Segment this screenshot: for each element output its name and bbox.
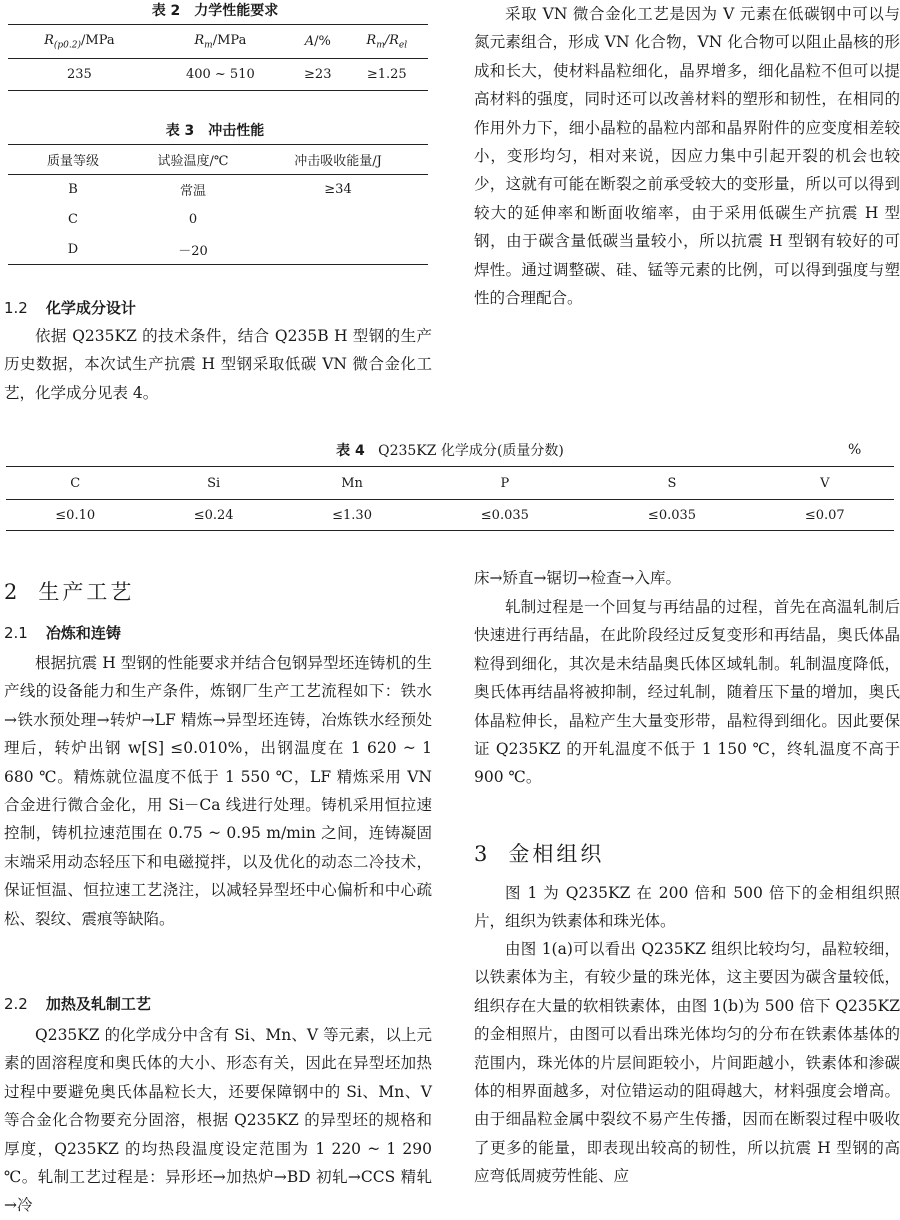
section-2-1-paragraph: 根据抗震 H 型钢的性能要求并结合包钢异型坯连铸机的生产线的设备能力和生产条件，炼钢厂生产工艺流程如下：铁水→铁水预处理→转炉→LF 精炼→异型坯连铸，冶炼铁水经预处理后，转炉出钢 w[S] ≤0.010%，出钢温度在 1 620 ~ 1 680 ℃。精炼就位温度不低于 1 550 ℃，LF 精炼采用 VN 合金进行微合金化，用 Si－Ca 线进行处理。铸机采用恒拉速控制，铸机拉速范围在 0.75 ~ 0.95 m/min 之间，连铸凝固末端采用动态轻压下和电磁搅拌，以及优化的动态二冷技术，保证恒温、恒拉速工艺浇注，以减轻异型坯中心偏析和中心疏松、裂纹、震痕等缺陷。 (4, 654, 432, 928)
section-title: 生产工艺 (38, 580, 135, 604)
table3-cell: 0 (188, 212, 198, 227)
table3-header: 试验温度/℃ (157, 154, 229, 169)
section-3-paragraph-1: 图 1 为 Q235KZ 在 200 倍和 500 倍下的金相组织照片，组织为铁素体和珠光体。 (474, 884, 900, 931)
section-3-paragraph-2: 由图 1(a)可以看出 Q235KZ 组织比较均匀，晶粒较细，以铁素体为主，有较少量的珠光体，这主要因为碳含量较低，组织存在大量的软相铁素体，由图 1(b)为 500 倍下 Q235KZ 的金相照片，由图可以看出珠光体均匀的分布在铁素体基体的范围内，珠光体的片层间距较小，片间距越小，铁素体和渗碳体的相界面越多，对位错运动的阻碍越大，材料强度会增高。由于细晶粒金属中裂纹不易产生传播，因而在断裂过程中吸收了更多的能量，即表现出较高的韧性，所以抗震 H 型钢的高应弯低周疲劳性能、应 (474, 940, 900, 1186)
table2-header-a: A/% (304, 34, 331, 49)
table2-cell: 400 ~ 510 (185, 67, 255, 82)
table4-unit: % (848, 442, 862, 458)
section-2-heading (4, 576, 134, 606)
table2-cell: 235 (66, 67, 92, 82)
table3-caption: 表 3 冲击性能 (165, 123, 265, 139)
table3-cell: D (67, 241, 79, 257)
table2-header-ratio: $R_m/R_{el}$ (366, 32, 408, 51)
table4-header: Si (207, 475, 221, 491)
table4-header: Mn (341, 475, 363, 491)
table4-cell: ≤0.10 (55, 507, 96, 523)
section-title: 化学成分设计 (45, 299, 136, 317)
table4-cell: ≤0.24 (193, 507, 234, 523)
table4-cell: ≤0.07 (804, 507, 845, 523)
table2 (8, 24, 428, 91)
table3-cell: 常温 (179, 184, 206, 200)
table2-header-rm: $R_m$/MPa (194, 32, 247, 51)
section-3-heading (474, 838, 604, 868)
table4-cell: ≤0.035 (480, 507, 529, 523)
section-2-2-heading (4, 993, 151, 1014)
table4-header: P (500, 475, 510, 491)
section-1-2-heading (4, 297, 136, 318)
table2-header-rp02: $R_{(p0.2)}$/MPa (44, 32, 115, 51)
section-2-2-paragraph: Q235KZ 的化学成分中含有 Si、Mn、V 等元素，以上元素的固溶程度和奥氏体的大小、形态有关，因此在异型坯加热过程中要避免奥氏体晶粒长大，还要保障钢中的 Si、Mn、V 等合金化合物要充分固溶，根据 Q235KZ 的异型坯的规格和厚度，Q235KZ 的均热段温度设定范围为 1 220 ~ 1 290 ℃。轧制工艺过程是：异形坯→加热炉→BD 初轧→CCS 精轧→冷 (4, 1026, 432, 1215)
section-number: 2 (4, 580, 21, 604)
table2-cell: ≥1.25 (366, 67, 407, 82)
rolling-process-paragraph: 轧制过程是一个回复与再结晶的过程，首先在高温轧制后快速进行再结晶，在此阶段经过反复变形和再结晶，奥氏体晶粒得到细化，其次是未结晶奥氏体区域轧制。轧制温度降低，奥氏体再结晶将被抑制，经过轧制，随着压下量的增加，奥氏体晶粒伸长，晶粒产生大量变形带，晶粒得到细化。因此要保证 Q235KZ 的开轧温度不低于 1 150 ℃，终轧温度不高于 900 ℃。 (474, 598, 900, 787)
table4-caption-note: (质量分数) (496, 443, 564, 459)
table4-caption-num: 表 4 (336, 443, 365, 459)
table3-cell: －20 (178, 243, 208, 259)
section-title: 加热及轧制工艺 (45, 995, 151, 1013)
table2-cell: ≥23 (304, 67, 332, 82)
section-1-2-paragraph: 依据 Q235KZ 的技术条件，结合 Q235B H 型钢的生产历史数据，本次试生产抗震 H 型钢采取低碳 VN 微合金化工艺，化学成分见表 4。 (4, 327, 432, 402)
table4-header: C (70, 475, 81, 491)
table3 (8, 144, 428, 265)
table4-caption (0, 440, 900, 460)
table3-cell: ≥34 (324, 182, 352, 198)
table4-header: V (820, 475, 830, 491)
table2-caption: 表 2 力学性能要求 (151, 3, 279, 19)
table3-cell: C (68, 212, 78, 227)
table3-cell (248, 235, 428, 265)
table3-cell (248, 205, 428, 235)
section-2-1-heading (4, 622, 121, 643)
section-title: 冶炼和连铸 (45, 624, 121, 642)
section-number: 2.2 (4, 995, 28, 1013)
table4-cell: ≤1.30 (332, 507, 372, 523)
table3-header: 冲击吸收能量/J (294, 154, 382, 169)
section-number: 2.1 (4, 624, 28, 642)
section-number: 1.2 (4, 299, 28, 317)
process-continuation: 床→矫直→锯切→检查→入库。 (474, 569, 681, 587)
vn-microalloying-paragraph: 采取 VN 微合金化工艺是因为 V 元素在低碳钢中可以与氮元素组合，形成 VN 化合物，VN 化合物可以阻止晶核的形成和长大，使材料晶粒细化，晶界增多，细化晶粒不但可以提高材料的强度，同时还可以改善材料的塑形和韧性，在相同的作用外力下，细小晶粒的晶粒内部和晶界附件的应变度相差较小，变形均匀，相对来说，因应力集中引起开裂的机会也较少，这就有可能在断裂之前承受较大的变形量，所以可以得到较大的延伸率和断面收缩率，由于采用低碳生产抗震 H 型钢，由于碳含量低碳当量较小，所以抗震 H 型钢有较好的可焊性。通过调整碳、硅、锰等元素的比例，可以得到强度与塑性的合理配合。 (474, 5, 900, 308)
table3-header: 质量等级 (46, 154, 99, 169)
section-title: 金相组织 (508, 842, 605, 866)
table4-header: S (667, 475, 677, 491)
table4-caption-title: Q235KZ 化学成分 (378, 443, 497, 459)
table4 (6, 466, 894, 531)
table4-cell: ≤0.035 (647, 507, 697, 523)
table3-cell: B (68, 182, 78, 198)
section-number: 3 (474, 842, 491, 866)
